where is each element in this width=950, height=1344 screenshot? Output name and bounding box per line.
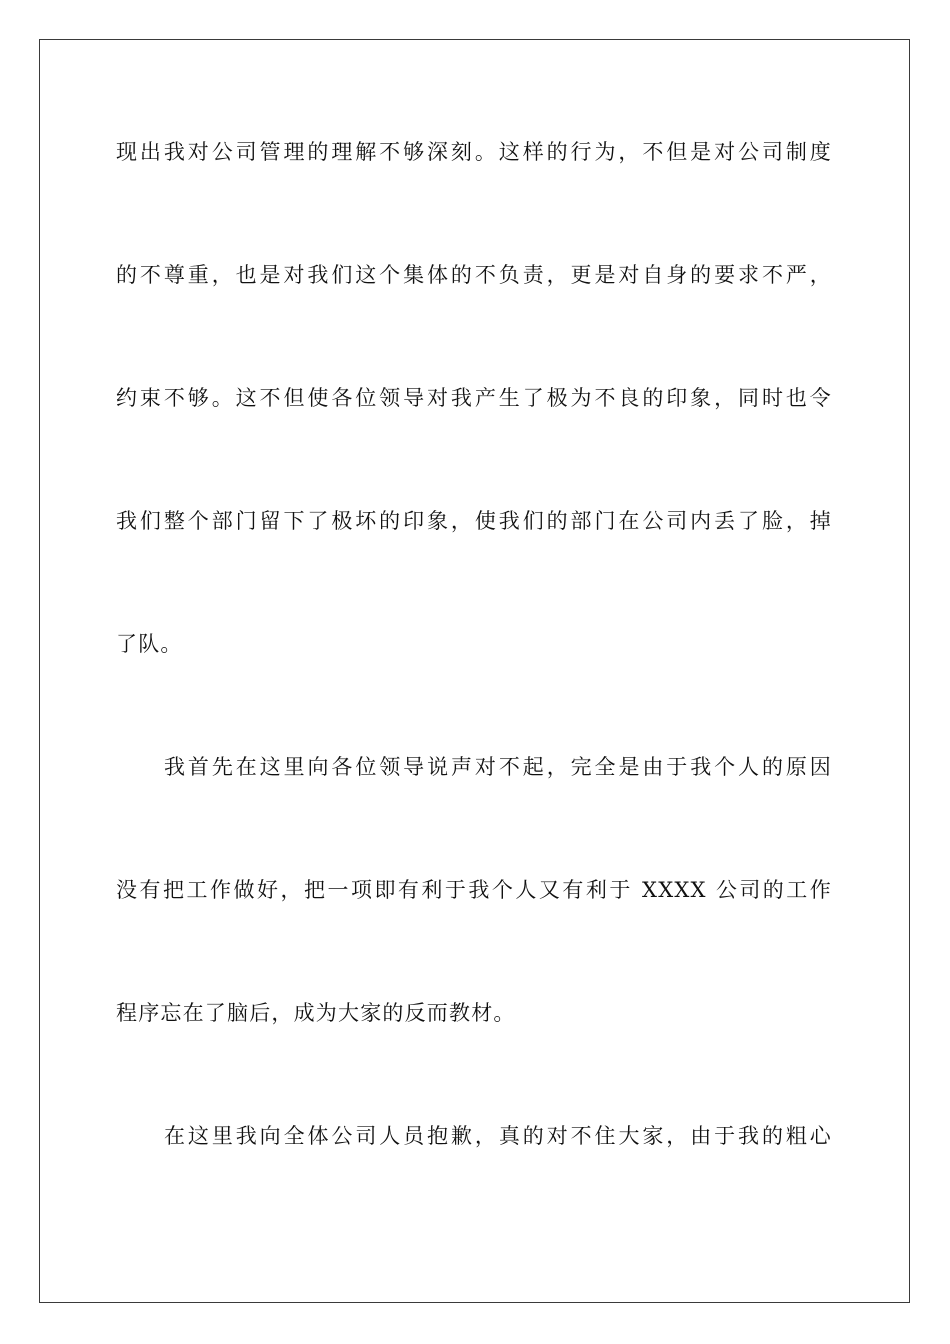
text-line-4: 我们整个部门留下了极坏的印象，使我们的部门在公司内丢了脸，掉 — [116, 509, 832, 533]
text-line-2: 的不尊重，也是对我们这个集体的不负责，更是对自身的要求不严， — [116, 263, 832, 287]
text-line-7: 没有把工作做好，把一项即有利于我个人又有利于 XXXX 公司的工作 — [116, 878, 832, 902]
text-line-5: 了队。 — [116, 632, 183, 656]
text-line-8: 程序忘在了脑后，成为大家的反而教材。 — [116, 1001, 516, 1025]
text-line-3: 约束不够。这不但使各位领导对我产生了极为不良的印象，同时也令 — [116, 386, 832, 410]
page-frame — [39, 39, 910, 1303]
text-line-6: 我首先在这里向各位领导说声对不起，完全是由于我个人的原因 — [164, 755, 832, 779]
text-line-9: 在这里我向全体公司人员抱歉，真的对不住大家，由于我的粗心 — [164, 1124, 832, 1148]
text-line-1: 现出我对公司管理的理解不够深刻。这样的行为，不但是对公司制度 — [116, 140, 832, 164]
